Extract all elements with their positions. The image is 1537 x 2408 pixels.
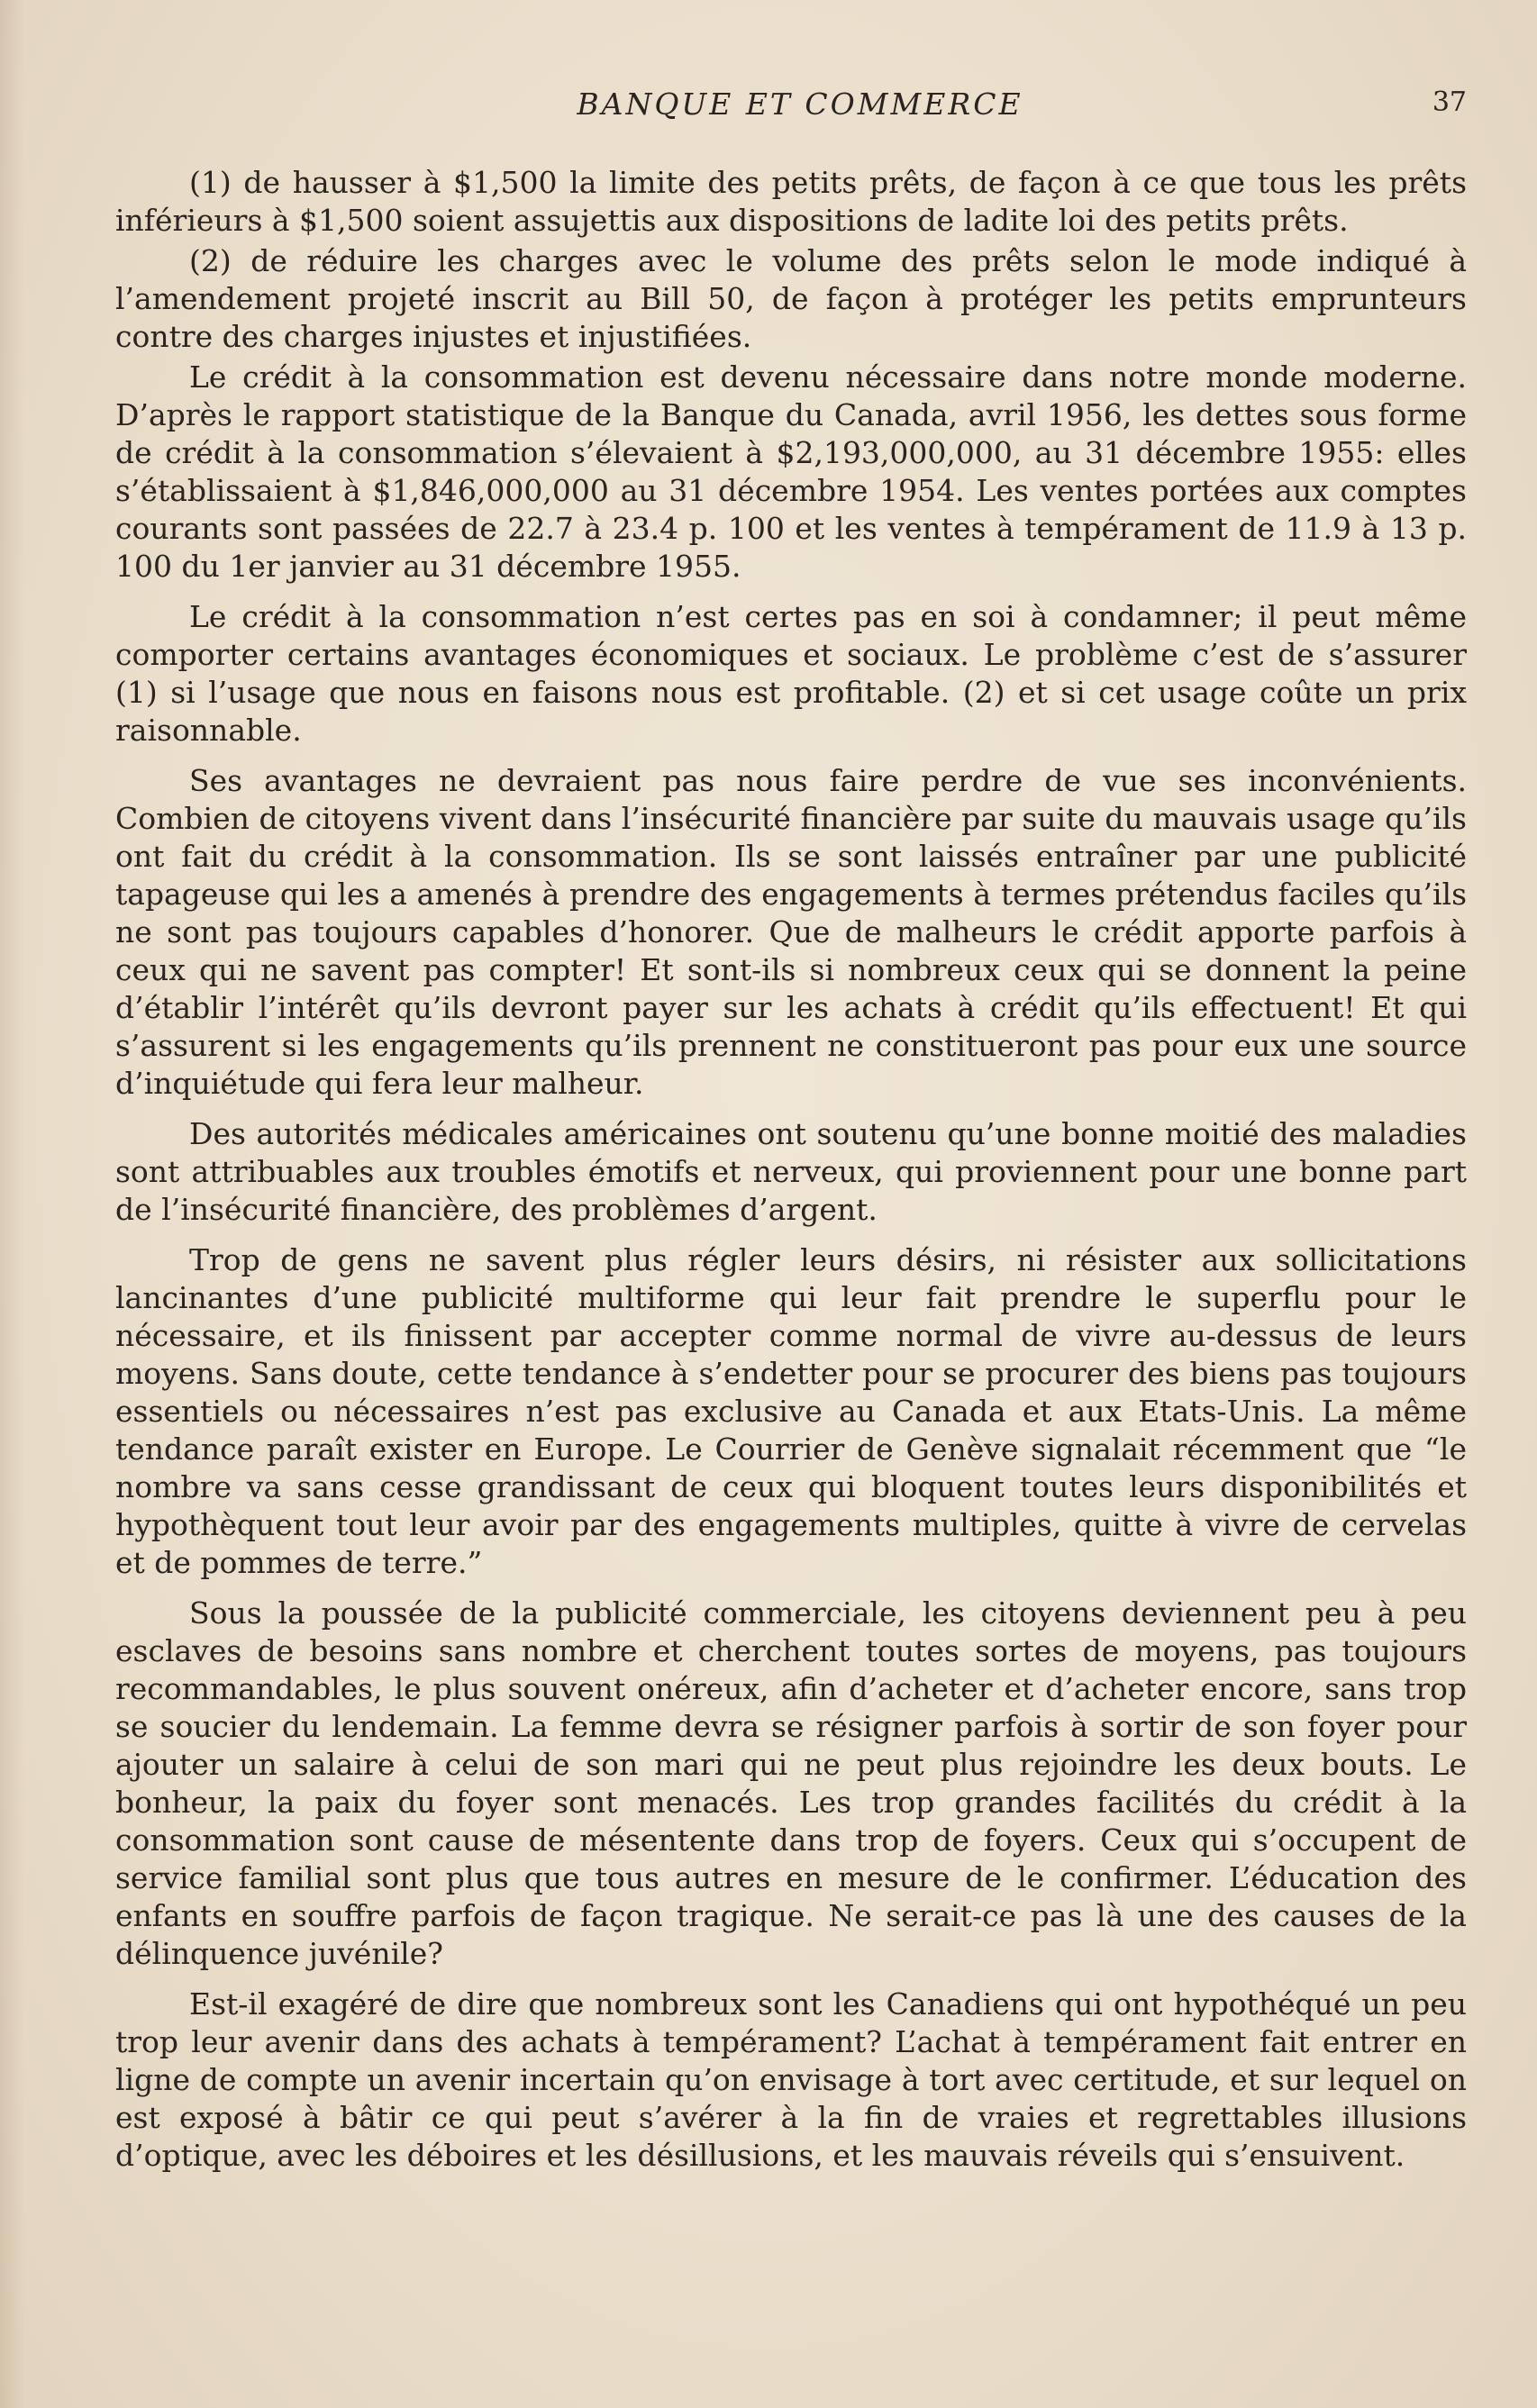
list-item-1: (1) de hausser à $1,500 la limite des petits prêts, de façon à ce que tous les prêts inférieurs à $1,500 soient assujettis aux dispositions de ladite loi des petits prêts. (115, 165, 1467, 238)
body-text (115, 164, 1467, 2175)
paragraph-inconveniences: Ses avantages ne devraient pas nous faire perdre de vue ses inconvénients. Combien de citoyens vivent dans l’insécurité financière par suite du mauvais usage qu’ils ont fait du crédit à la consommation. Ils se sont laissés entraîner par une publicité tapageuse qui les a amenés à prendre des engagements à termes prétendus faciles qu’ils ne sont pas toujours capables d’honorer. Que de malheurs le crédit apporte parfois à ceux qui ne savent pas compter! Et sont-ils si nombreux ceux qui se donnent la peine d’établir l’intérêt qu’ils devront payer sur les achats à crédit qu’ils effectuent! Et qui s’assurent si les engagements qu’ils prennent ne constitueront pas pour eux une source d’inquiétude qui fera leur malheur. (115, 763, 1467, 1101)
paragraph-medical-authorities: Des autorités médicales américaines ont soutenu qu’une bonne moitié des maladies sont attribuables aux troubles émotifs et nerveux, qui proviennent pour une bonne part de l’insécurité financière, des problèmes d’argent. (115, 1116, 1467, 1227)
list-item-2: (2) de réduire les charges avec le volume des prêts selon le mode indiqué à l’amendement projeté inscrit au Bill 50, de façon à protéger les petits emprunteurs contre des charges injustes et injustifiées. (115, 243, 1467, 354)
running-title: BANQUE ET COMMERCE (577, 86, 1023, 122)
paragraph-credit-advantages: Le crédit à la consommation n’est certes pas en soi à condamner; il peut même comporter certains avantages économiques et sociaux. Le problème c’est de s’assurer (1) si l’usage que nous en faisons nous est profitable. (2) et si cet usage coûte un prix raisonnable. (115, 599, 1467, 748)
paragraph-installment-buying: Est-il exagéré de dire que nombreux sont les Canadiens qui ont hypothéqué un peu trop leur avenir dans des achats à tempérament? L’achat à tempérament fait entrer en ligne de compte un avenir incertain qu’on envisage à tort avec certitude, et sur lequel on est exposé à bâtir ce qui peut s’avérer à la fin de vraies et regrettables illusions d’optique, avec les déboires et les désillusions, et les mauvais réveils qui s’ensuivent. (115, 1986, 1467, 2173)
page-number: 37 (1432, 86, 1467, 118)
paragraph-consumer-credit: Le crédit à la consommation est devenu nécessaire dans notre monde moderne. D’après le rapport statistique de la Banque du Canada, avril 1956, les dettes sous forme de crédit à la consommation s’élevaient à $2,193,000,000, au 31 décembre 1955: elles s’établissaient à $1,846,000,000 au 31 décembre 1954. Les ventes portées aux comptes courants sont passées de 22.7 à 23.4 p. 100 et les ventes à tempérament de 11.9 à 13 p. 100 du 1er janvier au 31 décembre 1955. (115, 359, 1467, 584)
page-edge-shadow (0, 0, 25, 2408)
paragraph-commercial-publicity: Sous la poussée de la publicité commerciale, les citoyens deviennent peu à peu esclaves de besoins sans nombre et cherchent toutes sortes de moyens, pas toujours recommandables, le plus souvent onéreux, afin d’acheter et d’acheter encore, sans trop se soucier du lendemain. La femme devra se résigner parfois à sortir de son foyer pour ajouter un salaire à celui de son mari qui ne peut plus rejoindre les deux bouts. Le bonheur, la paix du foyer sont menacés. Les trop grandes facilités du crédit à la consommation sont cause de mésentente dans trop de foyers. Ceux qui s’occupent de service familial sont plus que tous autres en mesure de le confirmer. L’éducation des enfants en souffre parfois de façon tragique. Ne serait-ce pas là une des causes de la délinquence juvénile? (115, 1595, 1467, 1971)
paragraph-too-many-people: Trop de gens ne savent plus régler leurs désirs, ni résister aux sollicitations lancinantes d’une publicité multiforme qui leur fait prendre le superflu pour le nécessaire, et ils finissent par accepter comme normal de vivre au-dessus de leurs moyens. Sans doute, cette tendance à s’endetter pour se procurer des biens pas toujours essentiels ou nécessaires n’est pas exclusive au Canada et aux Etats-Unis. La même tendance paraît exister en Europe. Le Courrier de Genève signalait récemment que “le nombre va sans cesse grandissant de ceux qui bloquent toutes leurs disponibilités et hypothèquent tout leur avoir par des engagements multiples, quitte à vivre de cervelas et de pommes de terre.” (115, 1242, 1467, 1580)
page-header (115, 86, 1467, 132)
